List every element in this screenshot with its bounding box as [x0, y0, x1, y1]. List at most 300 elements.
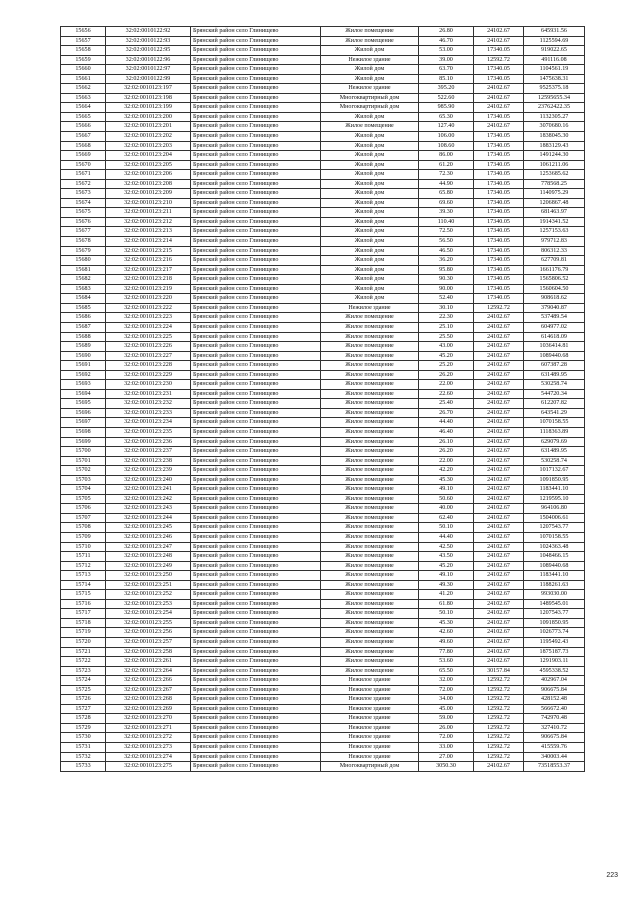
cadastral-number-cell: 32:02:0010123:253	[106, 599, 191, 609]
address-cell: Брянский район село Глинищево	[191, 55, 321, 65]
cadastral-number-cell: 32:02:0010123:214	[106, 237, 191, 247]
cadastral-number-cell: 32:02:0010123:215	[106, 246, 191, 256]
row-number-cell: 15703	[61, 475, 106, 485]
object-type-cell: Жилое помещение	[321, 485, 419, 495]
object-type-cell: Нежилое здание	[321, 714, 419, 724]
row-number-cell: 15698	[61, 427, 106, 437]
table-row	[61, 342, 585, 352]
address-cell: Брянский район село Глинищево	[191, 313, 321, 323]
cadastral-value-cell: 1188261.63	[524, 580, 585, 590]
address-cell: Брянский район село Глинищево	[191, 494, 321, 504]
address-cell: Брянский район село Глинищево	[191, 676, 321, 686]
cadastral-number-cell: 32:02:0010123:264	[106, 666, 191, 676]
cadastral-number-cell: 32:02:0010123:211	[106, 208, 191, 218]
cadastral-number-cell: 32:02:0010123:239	[106, 466, 191, 476]
row-number-cell: 15670	[61, 160, 106, 170]
cadastral-number-cell: 32:02:0010123:258	[106, 647, 191, 657]
address-cell: Брянский район село Глинищево	[191, 151, 321, 161]
address-cell: Брянский район село Глинищево	[191, 475, 321, 485]
cadastral-value-cell: 631489.95	[524, 370, 585, 380]
cadastral-number-cell: 32:02:0010123:197	[106, 84, 191, 94]
table-row	[61, 532, 585, 542]
address-cell: Брянский район село Глинищево	[191, 132, 321, 142]
table-row	[61, 475, 585, 485]
row-number-cell: 15704	[61, 485, 106, 495]
area-cell: 72.00	[419, 685, 474, 695]
row-number-cell: 15681	[61, 265, 106, 275]
address-cell: Брянский район село Глинищево	[191, 36, 321, 46]
table-row	[61, 93, 585, 103]
address-cell: Брянский район село Глинищево	[191, 723, 321, 733]
cadastral-number-cell: 32:02:0010123:226	[106, 342, 191, 352]
area-cell: 59.00	[419, 714, 474, 724]
cadastral-number-cell: 32:02:0010123:256	[106, 628, 191, 638]
table-row	[61, 714, 585, 724]
unit-value-cell: 24102.67	[474, 590, 524, 600]
area-cell: 49.10	[419, 571, 474, 581]
cadastral-value-cell: 614618.09	[524, 332, 585, 342]
object-type-cell: Жилое помещение	[321, 513, 419, 523]
table-row	[61, 294, 585, 304]
object-type-cell: Жилой дом	[321, 237, 419, 247]
cadastral-value-cell: 643541.29	[524, 408, 585, 418]
unit-value-cell: 17340.05	[474, 65, 524, 75]
table-row	[61, 685, 585, 695]
cadastral-number-cell: 32:02:0010122:97	[106, 65, 191, 75]
address-cell: Брянский район село Глинищево	[191, 647, 321, 657]
table-row	[61, 208, 585, 218]
row-number-cell: 15656	[61, 27, 106, 37]
unit-value-cell: 24102.67	[474, 571, 524, 581]
object-type-cell: Жилое помещение	[321, 313, 419, 323]
table-row	[61, 571, 585, 581]
table-row	[61, 513, 585, 523]
row-number-cell: 15699	[61, 437, 106, 447]
row-number-cell: 15712	[61, 561, 106, 571]
object-type-cell: Жилой дом	[321, 46, 419, 56]
area-cell: 44.90	[419, 179, 474, 189]
object-type-cell: Жилой дом	[321, 141, 419, 151]
cadastral-value-cell: 1070158.55	[524, 532, 585, 542]
table-row	[61, 466, 585, 476]
cadastral-number-cell: 32:02:0010123:225	[106, 332, 191, 342]
table-row	[61, 151, 585, 161]
area-cell: 42.60	[419, 628, 474, 638]
cadastral-number-cell: 32:02:0010123:241	[106, 485, 191, 495]
row-number-cell: 15675	[61, 208, 106, 218]
object-type-cell: Жилой дом	[321, 227, 419, 237]
cadastral-number-cell: 32:02:0010123:209	[106, 189, 191, 199]
cadastral-value-cell: 1475638.31	[524, 74, 585, 84]
cadastral-value-cell: 537489.54	[524, 313, 585, 323]
object-type-cell: Жилое помещение	[321, 504, 419, 514]
address-cell: Брянский район село Глинищево	[191, 695, 321, 705]
unit-value-cell: 24102.67	[474, 418, 524, 428]
cadastral-value-cell: 1291903.11	[524, 657, 585, 667]
row-number-cell: 15722	[61, 657, 106, 667]
object-type-cell: Жилой дом	[321, 246, 419, 256]
address-cell: Брянский район село Глинищево	[191, 351, 321, 361]
cadastral-value-cell: 1089440.68	[524, 351, 585, 361]
cadastral-value-cell: 1048466.15	[524, 552, 585, 562]
address-cell: Брянский район село Глинищево	[191, 27, 321, 37]
area-cell: 46.50	[419, 246, 474, 256]
cadastral-number-cell: 32:02:0010123:232	[106, 399, 191, 409]
cadastral-value-cell: 631489.95	[524, 447, 585, 457]
row-number-cell: 15707	[61, 513, 106, 523]
address-cell: Брянский район село Глинищево	[191, 208, 321, 218]
unit-value-cell: 24102.67	[474, 657, 524, 667]
row-number-cell: 15718	[61, 618, 106, 628]
row-number-cell: 15687	[61, 322, 106, 332]
area-cell: 27.00	[419, 752, 474, 762]
table-row	[61, 427, 585, 437]
address-cell: Брянский район село Глинищево	[191, 265, 321, 275]
address-cell: Брянский район село Глинищево	[191, 418, 321, 428]
cadastral-value-cell: 645931.56	[524, 27, 585, 37]
table-row	[61, 370, 585, 380]
table-row	[61, 265, 585, 275]
cadastral-value-cell: 1026773.74	[524, 628, 585, 638]
table-row	[61, 36, 585, 46]
unit-value-cell: 24102.67	[474, 561, 524, 571]
cadastral-value-cell: 806312.33	[524, 246, 585, 256]
cadastral-value-cell: 1070158.55	[524, 418, 585, 428]
object-type-cell: Жилое помещение	[321, 552, 419, 562]
cadastral-number-cell: 32:02:0010123:242	[106, 494, 191, 504]
address-cell: Брянский район село Глинищево	[191, 743, 321, 753]
address-cell: Брянский район село Глинищево	[191, 112, 321, 122]
table-row	[61, 399, 585, 409]
object-type-cell: Жилое помещение	[321, 418, 419, 428]
cadastral-number-cell: 32:02:0010123:243	[106, 504, 191, 514]
area-cell: 50.10	[419, 609, 474, 619]
table-row	[61, 552, 585, 562]
cadastral-number-cell: 32:02:0010123:219	[106, 284, 191, 294]
table-row	[61, 638, 585, 648]
object-type-cell: Жилое помещение	[321, 618, 419, 628]
cadastral-value-cell: 1125594.69	[524, 36, 585, 46]
cadastral-value-cell: 402967.04	[524, 676, 585, 686]
address-cell: Брянский район село Глинищево	[191, 141, 321, 151]
row-number-cell: 15719	[61, 628, 106, 638]
unit-value-cell: 17340.05	[474, 198, 524, 208]
row-number-cell: 15714	[61, 580, 106, 590]
area-cell: 25.40	[419, 399, 474, 409]
unit-value-cell: 12592.72	[474, 743, 524, 753]
area-cell: 65.50	[419, 666, 474, 676]
page-number: 223	[606, 872, 618, 879]
address-cell: Брянский район село Глинищево	[191, 122, 321, 132]
table-row	[61, 542, 585, 552]
unit-value-cell: 24102.67	[474, 122, 524, 132]
object-type-cell: Нежилое здание	[321, 704, 419, 714]
cadastral-value-cell: 1207543.77	[524, 523, 585, 533]
unit-value-cell: 24102.67	[474, 542, 524, 552]
address-cell: Брянский район село Глинищево	[191, 217, 321, 227]
object-type-cell: Нежилое здание	[321, 676, 419, 686]
cadastral-number-cell: 32:02:0010123:255	[106, 618, 191, 628]
cadastral-value-cell: 327410.72	[524, 723, 585, 733]
cadastral-number-cell: 32:02:0010123:236	[106, 437, 191, 447]
cadastral-value-cell: 908618.62	[524, 294, 585, 304]
cadastral-number-cell: 32:02:0010123:234	[106, 418, 191, 428]
table-row	[61, 456, 585, 466]
object-type-cell: Нежилое здание	[321, 685, 419, 695]
table-row	[61, 170, 585, 180]
row-number-cell: 15669	[61, 151, 106, 161]
cadastral-number-cell: 32:02:0010123:206	[106, 170, 191, 180]
address-cell: Брянский район село Глинищево	[191, 590, 321, 600]
address-cell: Брянский район село Глинищево	[191, 74, 321, 84]
address-cell: Брянский район село Глинищево	[191, 714, 321, 724]
unit-value-cell: 24102.67	[474, 36, 524, 46]
cadastral-value-cell: 1206867.48	[524, 198, 585, 208]
row-number-cell: 15686	[61, 313, 106, 323]
row-number-cell: 15728	[61, 714, 106, 724]
area-cell: 53.00	[419, 46, 474, 56]
address-cell: Брянский район село Глинищево	[191, 246, 321, 256]
area-cell: 25.50	[419, 332, 474, 342]
row-number-cell: 15662	[61, 84, 106, 94]
cadastral-number-cell: 32:02:0010123:257	[106, 638, 191, 648]
area-cell: 26.70	[419, 408, 474, 418]
table-row	[61, 122, 585, 132]
cadastral-value-cell: 1017132.67	[524, 466, 585, 476]
row-number-cell: 15663	[61, 93, 106, 103]
cadastral-value-cell: 1183441.10	[524, 571, 585, 581]
unit-value-cell: 12592.72	[474, 704, 524, 714]
table-row	[61, 322, 585, 332]
unit-value-cell: 17340.05	[474, 74, 524, 84]
unit-value-cell: 24102.67	[474, 513, 524, 523]
table-row	[61, 237, 585, 247]
unit-value-cell: 24102.67	[474, 466, 524, 476]
address-cell: Брянский район село Глинищево	[191, 762, 321, 772]
table-row	[61, 246, 585, 256]
address-cell: Брянский район село Глинищево	[191, 628, 321, 638]
cadastral-value-cell: 379040.87	[524, 303, 585, 313]
cadastral-number-cell: 32:02:0010123:198	[106, 93, 191, 103]
row-number-cell: 15713	[61, 571, 106, 581]
table-row	[61, 628, 585, 638]
unit-value-cell: 24102.67	[474, 351, 524, 361]
object-type-cell: Жилой дом	[321, 217, 419, 227]
area-cell: 42.20	[419, 466, 474, 476]
object-type-cell: Жилое помещение	[321, 370, 419, 380]
cadastral-value-cell: 1219595.10	[524, 494, 585, 504]
object-type-cell: Жилой дом	[321, 294, 419, 304]
unit-value-cell: 17340.05	[474, 179, 524, 189]
object-type-cell: Жилое помещение	[321, 27, 419, 37]
object-type-cell: Жилое помещение	[321, 580, 419, 590]
cadastral-value-cell: 530258.74	[524, 380, 585, 390]
address-cell: Брянский район село Глинищево	[191, 456, 321, 466]
cadastral-number-cell: 32:02:0010123:274	[106, 752, 191, 762]
unit-value-cell: 24102.67	[474, 523, 524, 533]
object-type-cell: Нежилое здание	[321, 733, 419, 743]
object-type-cell: Жилой дом	[321, 284, 419, 294]
object-type-cell: Жилое помещение	[321, 342, 419, 352]
cadastral-number-cell: 32:02:0010122:96	[106, 55, 191, 65]
area-cell: 26.80	[419, 27, 474, 37]
address-cell: Брянский район село Глинищево	[191, 294, 321, 304]
cadastral-value-cell: 1257153.63	[524, 227, 585, 237]
cadastral-number-cell: 32:02:0010123:240	[106, 475, 191, 485]
area-cell: 90.30	[419, 275, 474, 285]
unit-value-cell: 24102.67	[474, 494, 524, 504]
area-cell: 45.20	[419, 351, 474, 361]
cadastral-value-cell: 9525375.18	[524, 84, 585, 94]
area-cell: 53.60	[419, 657, 474, 667]
unit-value-cell: 24102.67	[474, 609, 524, 619]
cadastral-number-cell: 32:02:0010123:224	[106, 322, 191, 332]
object-type-cell: Жилое помещение	[321, 638, 419, 648]
table-row	[61, 189, 585, 199]
address-cell: Брянский район село Глинищево	[191, 322, 321, 332]
unit-value-cell: 24102.67	[474, 628, 524, 638]
cadastral-value-cell: 1207543.77	[524, 609, 585, 619]
unit-value-cell: 24102.67	[474, 437, 524, 447]
area-cell: 110.40	[419, 217, 474, 227]
address-cell: Брянский район село Глинищево	[191, 618, 321, 628]
unit-value-cell: 17340.05	[474, 256, 524, 266]
unit-value-cell: 24102.67	[474, 638, 524, 648]
object-type-cell: Жилое помещение	[321, 561, 419, 571]
cadastral-value-cell: 428152.48	[524, 695, 585, 705]
object-type-cell: Жилой дом	[321, 160, 419, 170]
cadastral-number-cell: 32:02:0010123:261	[106, 657, 191, 667]
cadastral-value-cell: 1504006.61	[524, 513, 585, 523]
table-row	[61, 112, 585, 122]
table-row	[61, 332, 585, 342]
row-number-cell: 15716	[61, 599, 106, 609]
cadastral-value-cell: 906675.84	[524, 733, 585, 743]
row-number-cell: 15710	[61, 542, 106, 552]
unit-value-cell: 24102.67	[474, 342, 524, 352]
address-cell: Брянский район село Глинищево	[191, 609, 321, 619]
object-type-cell: Жилое помещение	[321, 408, 419, 418]
row-number-cell: 15658	[61, 46, 106, 56]
row-number-cell: 15671	[61, 170, 106, 180]
table-row	[61, 141, 585, 151]
cadastral-value-cell: 1195492.43	[524, 638, 585, 648]
cadastral-value-cell: 4595338.52	[524, 666, 585, 676]
address-cell: Брянский район село Глинищево	[191, 466, 321, 476]
object-type-cell: Жилое помещение	[321, 599, 419, 609]
object-type-cell: Нежилое здание	[321, 723, 419, 733]
object-type-cell: Жилой дом	[321, 189, 419, 199]
table-row	[61, 275, 585, 285]
area-cell: 45.30	[419, 618, 474, 628]
cadastral-value-cell: 1036414.81	[524, 342, 585, 352]
unit-value-cell: 12592.72	[474, 55, 524, 65]
row-number-cell: 15690	[61, 351, 106, 361]
object-type-cell: Жилое помещение	[321, 399, 419, 409]
unit-value-cell: 17340.05	[474, 246, 524, 256]
area-cell: 22.00	[419, 456, 474, 466]
area-cell: 26.20	[419, 370, 474, 380]
cadastral-value-cell: 742970.48	[524, 714, 585, 724]
table-row	[61, 418, 585, 428]
cadastral-number-cell: 32:02:0010123:231	[106, 389, 191, 399]
cadastral-value-cell: 979712.83	[524, 237, 585, 247]
address-cell: Брянский район село Глинищево	[191, 685, 321, 695]
unit-value-cell: 12592.72	[474, 676, 524, 686]
unit-value-cell: 17340.05	[474, 112, 524, 122]
cadastral-value-cell: 1875187.73	[524, 647, 585, 657]
area-cell: 50.10	[419, 523, 474, 533]
address-cell: Брянский район село Глинищево	[191, 237, 321, 247]
area-cell: 39.00	[419, 55, 474, 65]
row-number-cell: 15694	[61, 389, 106, 399]
table-row	[61, 504, 585, 514]
object-type-cell: Многоквартирный дом	[321, 103, 419, 113]
cadastral-value-cell: 919022.65	[524, 46, 585, 56]
object-type-cell: Жилой дом	[321, 198, 419, 208]
object-type-cell: Многоквартирный дом	[321, 762, 419, 772]
object-type-cell: Жилое помещение	[321, 532, 419, 542]
cadastral-number-cell: 32:02:0010123:269	[106, 704, 191, 714]
cadastral-number-cell: 32:02:0010123:200	[106, 112, 191, 122]
cadastral-number-cell: 32:02:0010123:217	[106, 265, 191, 275]
table-row	[61, 723, 585, 733]
cadastral-number-cell: 32:02:0010123:248	[106, 552, 191, 562]
row-number-cell: 15733	[61, 762, 106, 772]
address-cell: Брянский район село Глинищево	[191, 361, 321, 371]
row-number-cell: 15688	[61, 332, 106, 342]
table-row	[61, 485, 585, 495]
row-number-cell: 15691	[61, 361, 106, 371]
cadastral-value-cell: 530258.74	[524, 456, 585, 466]
object-type-cell: Жилое помещение	[321, 427, 419, 437]
unit-value-cell: 17340.05	[474, 141, 524, 151]
row-number-cell: 15727	[61, 704, 106, 714]
object-type-cell: Жилое помещение	[321, 657, 419, 667]
row-number-cell: 15729	[61, 723, 106, 733]
cadastral-number-cell: 32:02:0010123:252	[106, 590, 191, 600]
table-row	[61, 132, 585, 142]
unit-value-cell: 12592.72	[474, 685, 524, 695]
row-number-cell: 15692	[61, 370, 106, 380]
area-cell: 50.60	[419, 494, 474, 504]
address-cell: Брянский район село Глинищево	[191, 389, 321, 399]
address-cell: Брянский район село Глинищево	[191, 561, 321, 571]
area-cell: 43.00	[419, 342, 474, 352]
row-number-cell: 15711	[61, 552, 106, 562]
object-type-cell: Нежилое здание	[321, 303, 419, 313]
area-cell: 39.30	[419, 208, 474, 218]
unit-value-cell: 17340.05	[474, 275, 524, 285]
table-row	[61, 198, 585, 208]
object-type-cell: Нежилое здание	[321, 84, 419, 94]
cadastral-value-cell: 1104561.19	[524, 65, 585, 75]
unit-value-cell: 24102.67	[474, 103, 524, 113]
table-row	[61, 580, 585, 590]
area-cell: 61.80	[419, 599, 474, 609]
cadastral-number-cell: 32:02:0010123:199	[106, 103, 191, 113]
area-cell: 33.00	[419, 743, 474, 753]
table-row	[61, 666, 585, 676]
table-row	[61, 704, 585, 714]
object-type-cell: Жилой дом	[321, 208, 419, 218]
unit-value-cell: 24102.67	[474, 389, 524, 399]
row-number-cell: 15660	[61, 65, 106, 75]
table-row	[61, 743, 585, 753]
cadastral-number-cell: 32:02:0010123:223	[106, 313, 191, 323]
table-row	[61, 27, 585, 37]
address-cell: Брянский район село Глинищево	[191, 342, 321, 352]
